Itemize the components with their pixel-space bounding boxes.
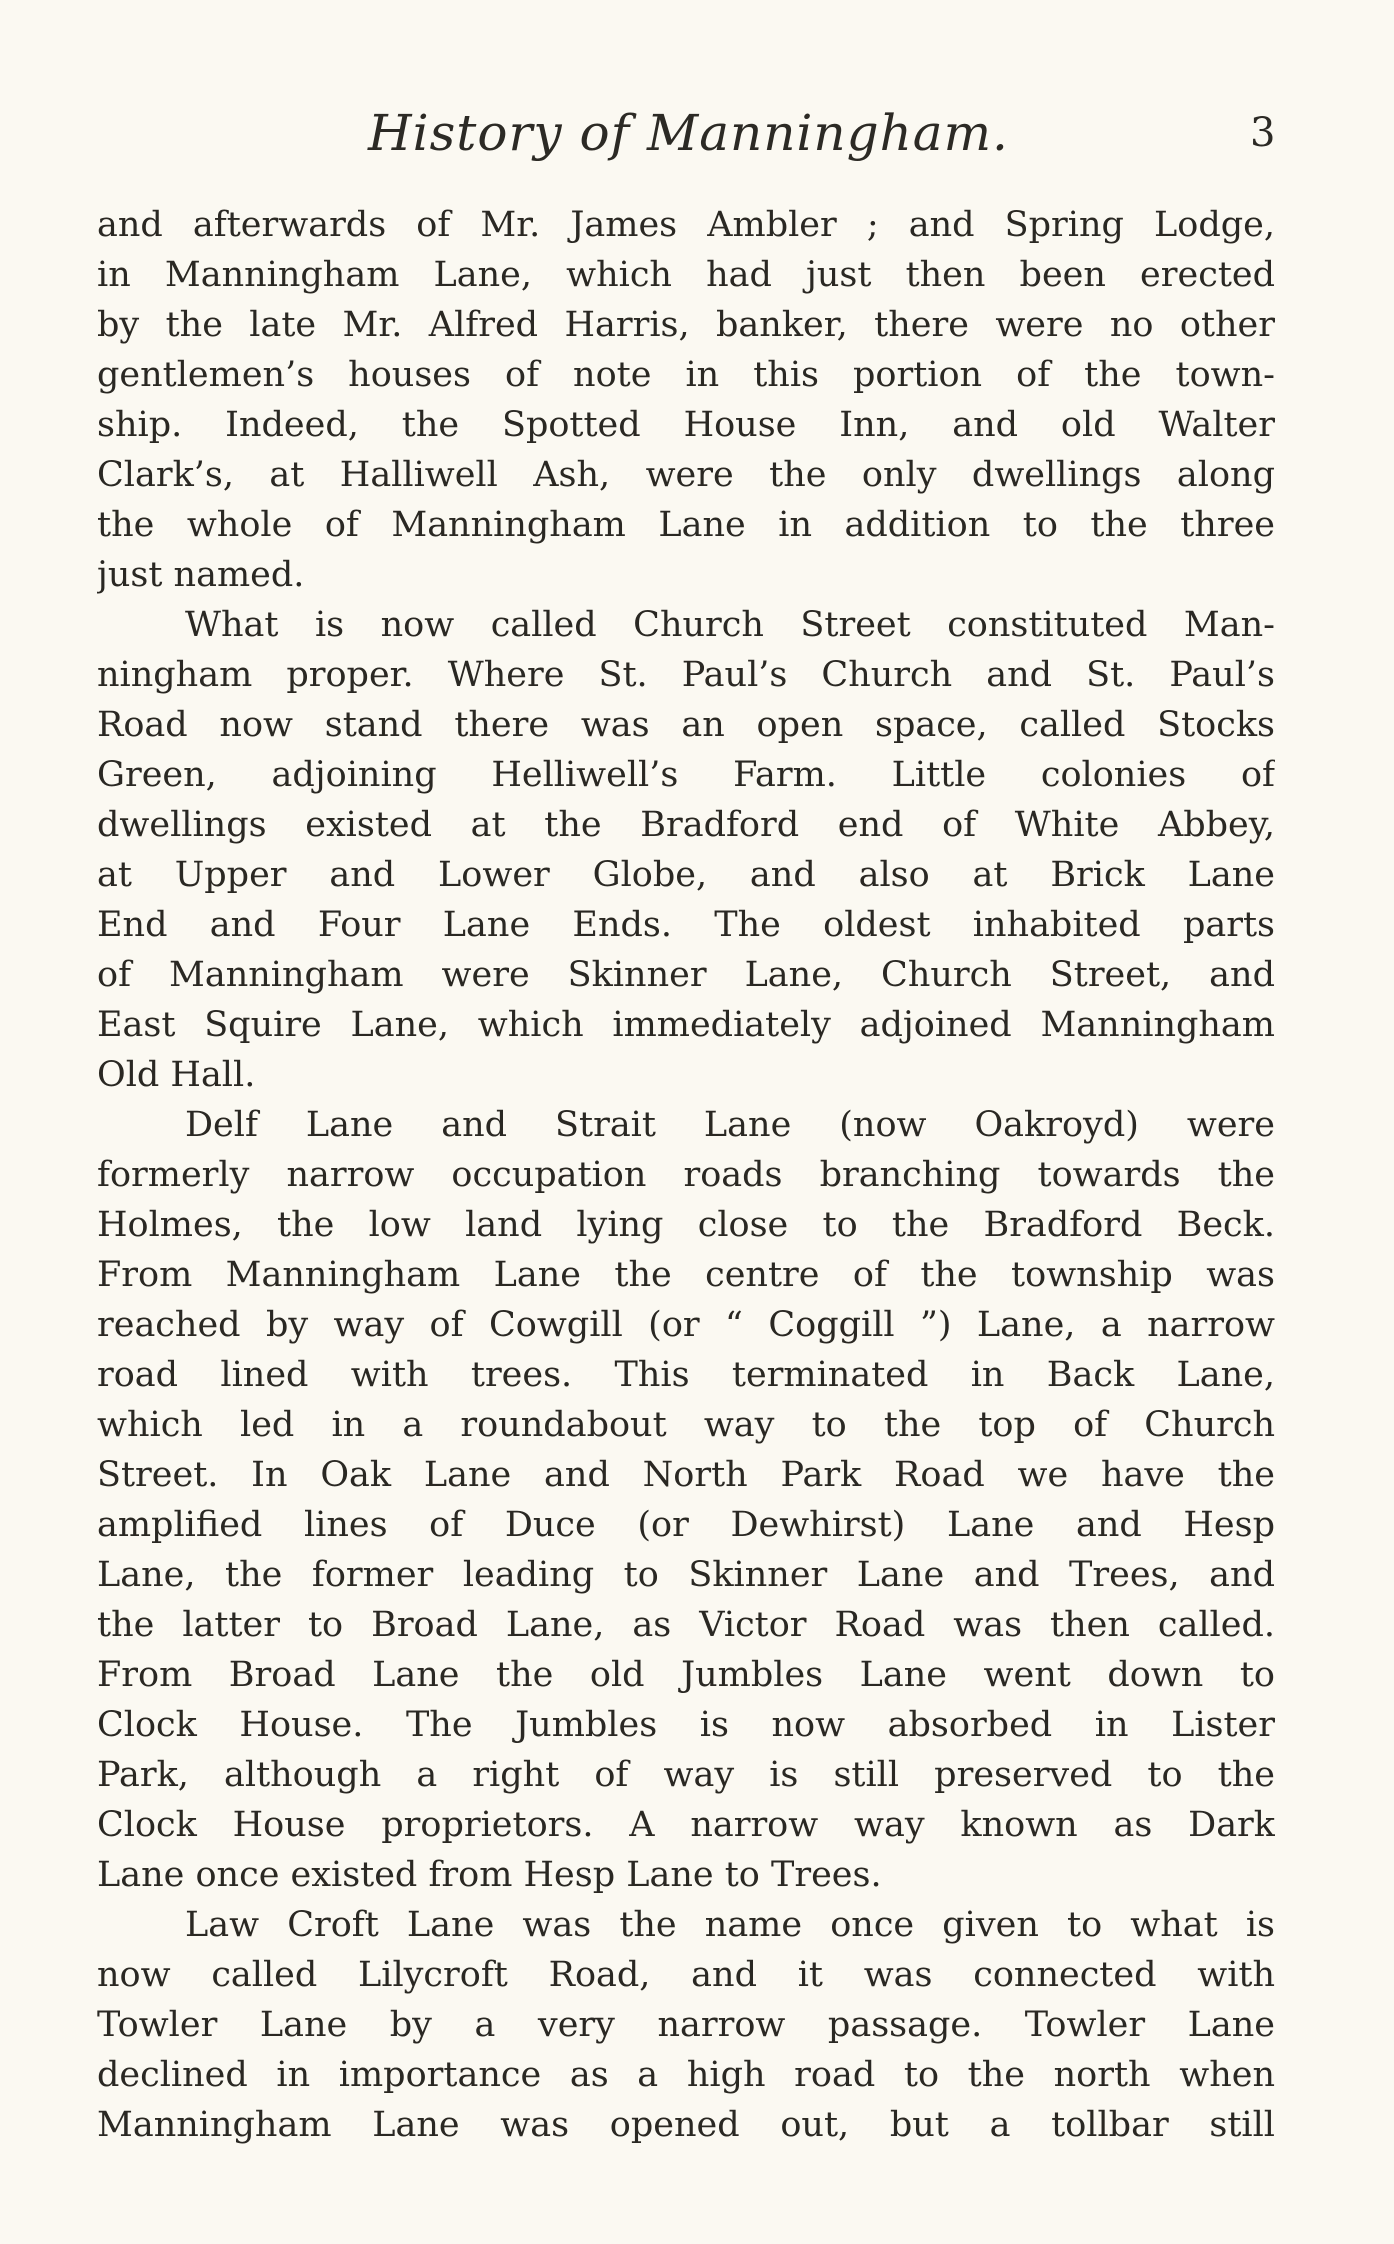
- running-head: [0, 104, 1394, 174]
- text-line: Manningham Lane was opened out, but a tollbar still: [97, 2105, 1275, 2145]
- text-line: Clark’s, at Halliwell Ash, were the only dwellings along: [97, 455, 1275, 495]
- text-line: formerly narrow occupation roads branching towards the: [97, 1155, 1275, 1195]
- text-line: ship. Indeed, the Spotted House Inn, and old Walter: [97, 405, 1275, 445]
- text-line: Lane once existed from Hesp Lane to Trees.: [97, 1855, 882, 1895]
- text-line: by the late Mr. Alfred Harris, banker, there were no other: [97, 305, 1275, 345]
- text-line: Green, adjoining Helliwell’s Farm. Little colonies of: [97, 755, 1275, 795]
- text-line: just named.: [97, 555, 305, 595]
- text-line: What is now called Church Street constituted Man-: [185, 605, 1275, 645]
- text-line: Street. In Oak Lane and North Park Road we have the: [97, 1455, 1275, 1495]
- text-line: End and Four Lane Ends. The oldest inhabited parts: [97, 905, 1275, 945]
- text-line: Towler Lane by a very narrow passage. Towler Lane: [97, 2005, 1275, 2045]
- running-title: History of Manningham.: [368, 104, 1009, 162]
- text-line: Holmes, the low land lying close to the Bradford Beck.: [97, 1205, 1275, 1245]
- text-line: dwellings existed at the Bradford end of White Abbey,: [97, 805, 1275, 845]
- text-line: Park, although a right of way is still preserved to the: [97, 1755, 1275, 1795]
- text-line: road lined with trees. This terminated in Back Lane,: [97, 1355, 1275, 1395]
- text-line: which led in a roundabout way to the top of Church: [97, 1405, 1275, 1445]
- text-line: reached by way of Cowgill (or “ Coggill ”) Lane, a narrow: [97, 1305, 1275, 1345]
- text-line: and afterwards of Mr. James Ambler ; and Spring Lodge,: [97, 205, 1275, 245]
- body-text: [97, 200, 1275, 2150]
- text-line: in Manningham Lane, which had just then been erected: [97, 255, 1275, 295]
- text-line: Lane, the former leading to Skinner Lane and Trees, and: [97, 1555, 1275, 1595]
- text-line: the whole of Manningham Lane in addition to the three: [97, 505, 1275, 545]
- text-line: Delf Lane and Strait Lane (now Oakroyd) were: [185, 1105, 1275, 1145]
- text-line: ningham proper. Where St. Paul’s Church and St. Paul’s: [97, 655, 1275, 695]
- text-line: declined in importance as a high road to the north when: [97, 2055, 1275, 2095]
- text-line: the latter to Broad Lane, as Victor Road was then called.: [97, 1605, 1275, 1645]
- text-line: amplified lines of Duce (or Dewhirst) Lane and Hesp: [97, 1505, 1275, 1545]
- text-line: Clock House proprietors. A narrow way known as Dark: [97, 1805, 1275, 1845]
- text-line: From Manningham Lane the centre of the township was: [97, 1255, 1275, 1295]
- text-line: Law Croft Lane was the name once given to what is: [185, 1905, 1275, 1945]
- text-line: From Broad Lane the old Jumbles Lane went down to: [97, 1655, 1275, 1695]
- text-line: gentlemen’s houses of note in this portion of the town-: [97, 355, 1275, 395]
- text-line: Road now stand there was an open space, called Stocks: [97, 705, 1275, 745]
- text-line: at Upper and Lower Globe, and also at Brick Lane: [97, 855, 1275, 895]
- text-line: Clock House. The Jumbles is now absorbed in Lister: [97, 1705, 1275, 1745]
- text-line: Old Hall.: [97, 1055, 256, 1095]
- page-number: 3: [1250, 110, 1276, 156]
- text-line: East Squire Lane, which immediately adjoined Manningham: [97, 1005, 1275, 1045]
- text-line: now called Lilycroft Road, and it was connected with: [97, 1955, 1275, 1995]
- text-line: of Manningham were Skinner Lane, Church Street, and: [97, 955, 1275, 995]
